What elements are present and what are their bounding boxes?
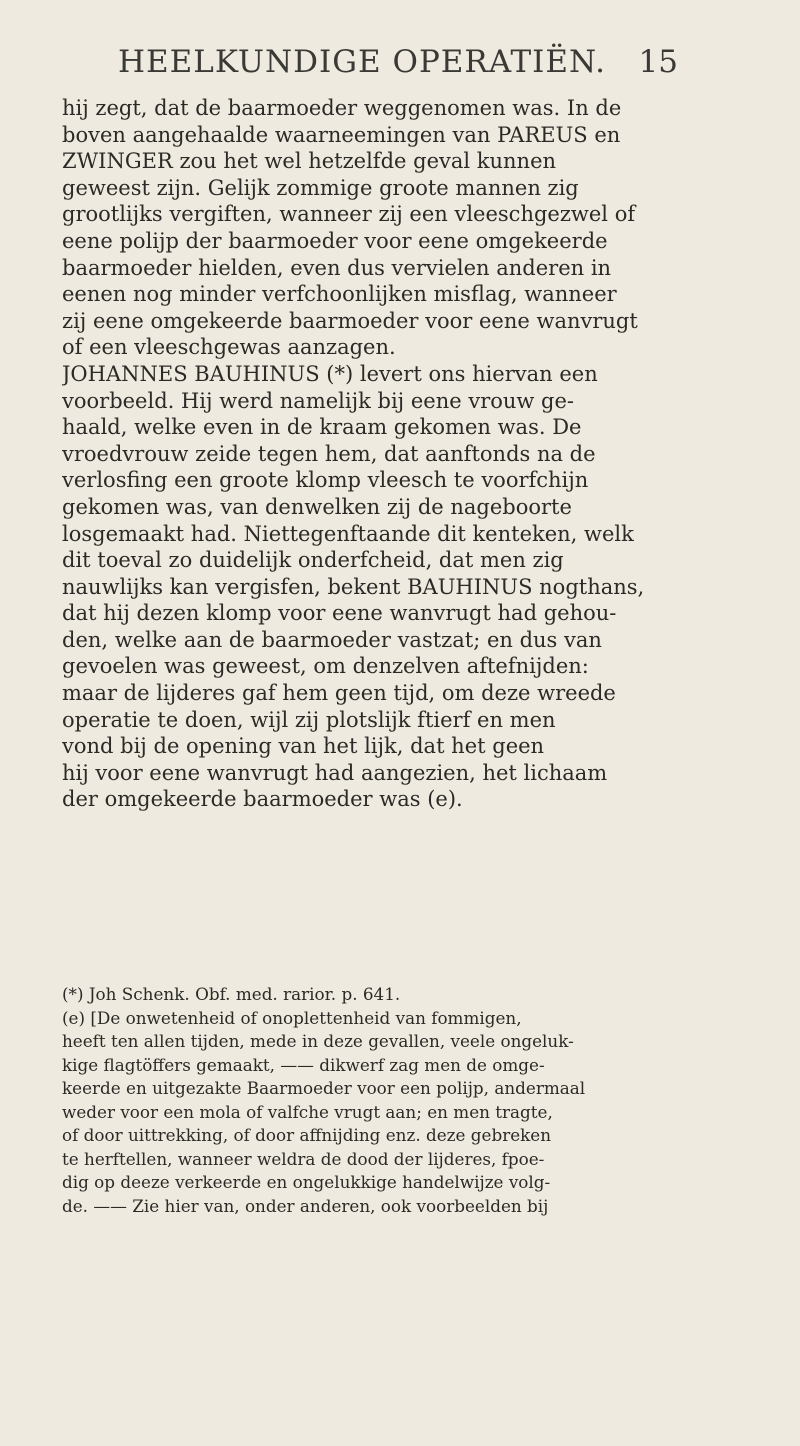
text-line: vroedvrouw zeide tegen hem, dat aanftonds na de (62, 441, 596, 466)
text-line: geweest zijn. Gelijk zommige groote mannen zig (62, 175, 579, 200)
text-line: verlosfing een groote klomp vleesch te voorfchijn (62, 468, 589, 493)
text-line: dit toeval zo duidelijk onderfcheid, dat men zig (62, 548, 564, 573)
text-line: vond bij de opening van het lijk, dat het geen (62, 734, 545, 759)
text-line: ZWINGER zou het wel hetzelfde geval kunnen (62, 149, 557, 174)
text-line: gevoelen was geweest, om denzelven aftefnijden: (62, 654, 589, 679)
text-line: boven aangehaalde waarneemingen van PAREUS en (62, 122, 621, 147)
footnote-line: heeft ten allen tijden, mede in deze gevallen, veele ongeluk- (62, 1031, 574, 1051)
text-line: dat hij dezen klomp voor eene wanvrugt had gehou- (62, 601, 617, 626)
footnote-line: weder voor een mola of valfche vrugt aan; en men tragte, (62, 1101, 553, 1122)
footnotes (62, 983, 712, 1218)
footnote-line: de. —— Zie hier van, onder anderen, ook voorbeelden bij (62, 1195, 549, 1216)
text-line: voorbeeld. Hij werd namelijk bij eene vrouw ge- (62, 388, 575, 413)
text-line: JOHANNES BAUHINUS (*) levert ons hiervan een (62, 361, 598, 386)
text-line: eene polijp der baarmoeder voor eene omgekeerde (62, 228, 608, 253)
text-line: eenen nog minder verfchoonlijken misflag, wanneer (62, 282, 617, 307)
footnote-line: dig op deeze verkeerde en ongelukkige handelwijze volg- (62, 1172, 551, 1192)
footnote-line: (e) [De onwetenheid of onoplettenheid van fommigen, (62, 1007, 522, 1028)
text-line: der omgekeerde baarmoeder was (e). (62, 787, 463, 812)
running-title: HEELKUNDIGE OPERATIËN. (118, 44, 607, 80)
footnote-line: of door uittrekking, of door affnijding enz. deze gebreken (62, 1125, 552, 1145)
text-line: zij eene omgekeerde baarmoeder voor eene wanvrugt (62, 308, 638, 333)
text-line: hij voor eene wanvrugt had aangezien, het lichaam (62, 760, 608, 785)
text-line: grootlijks vergiften, wanneer zij een vleeschgezwel of (62, 202, 636, 227)
text-line: gekomen was, van denwelken zij de nageboorte (62, 494, 572, 519)
text-line: maar de lijderes gaf hem geen tijd, om deze wreede (62, 681, 616, 706)
text-line: hij zegt, dat de baarmoeder weggenomen was. In de (62, 96, 622, 120)
text-line: den, welke aan de baarmoeder vastzat; en dus van (62, 627, 602, 652)
text-line: of een vleeschgewas aanzagen. (62, 335, 396, 360)
footnote-line: te herftellen, wanneer weldra de dood der lijderes, fpoe- (62, 1148, 545, 1169)
footnote-line: keerde en uitgezakte Baarmoeder voor een polijp, andermaal (62, 1078, 586, 1098)
page-header (118, 44, 678, 92)
text-line: operatie te doen, wijl zij plotslijk ftierf en men (62, 707, 556, 732)
body-text (62, 95, 712, 813)
text-line: nauwlijks kan vergisfen, bekent BAUHINUS nogthans, (62, 574, 645, 599)
text-line: baarmoeder hielden, even dus vervielen anderen in (62, 255, 612, 280)
footnote-line: kige flagtöffers gemaakt, —— dikwerf zag men de omge- (62, 1054, 545, 1075)
page-number: 15 (638, 44, 678, 80)
text-line: losgemaakt had. Niettegenftaande dit kenteken, welk (62, 521, 634, 546)
text-line: haald, welke even in de kraam gekomen was. De (62, 415, 582, 440)
footnote-line: (*) Joh Schenk. Obf. med. rarior. p. 641. (62, 984, 401, 1004)
